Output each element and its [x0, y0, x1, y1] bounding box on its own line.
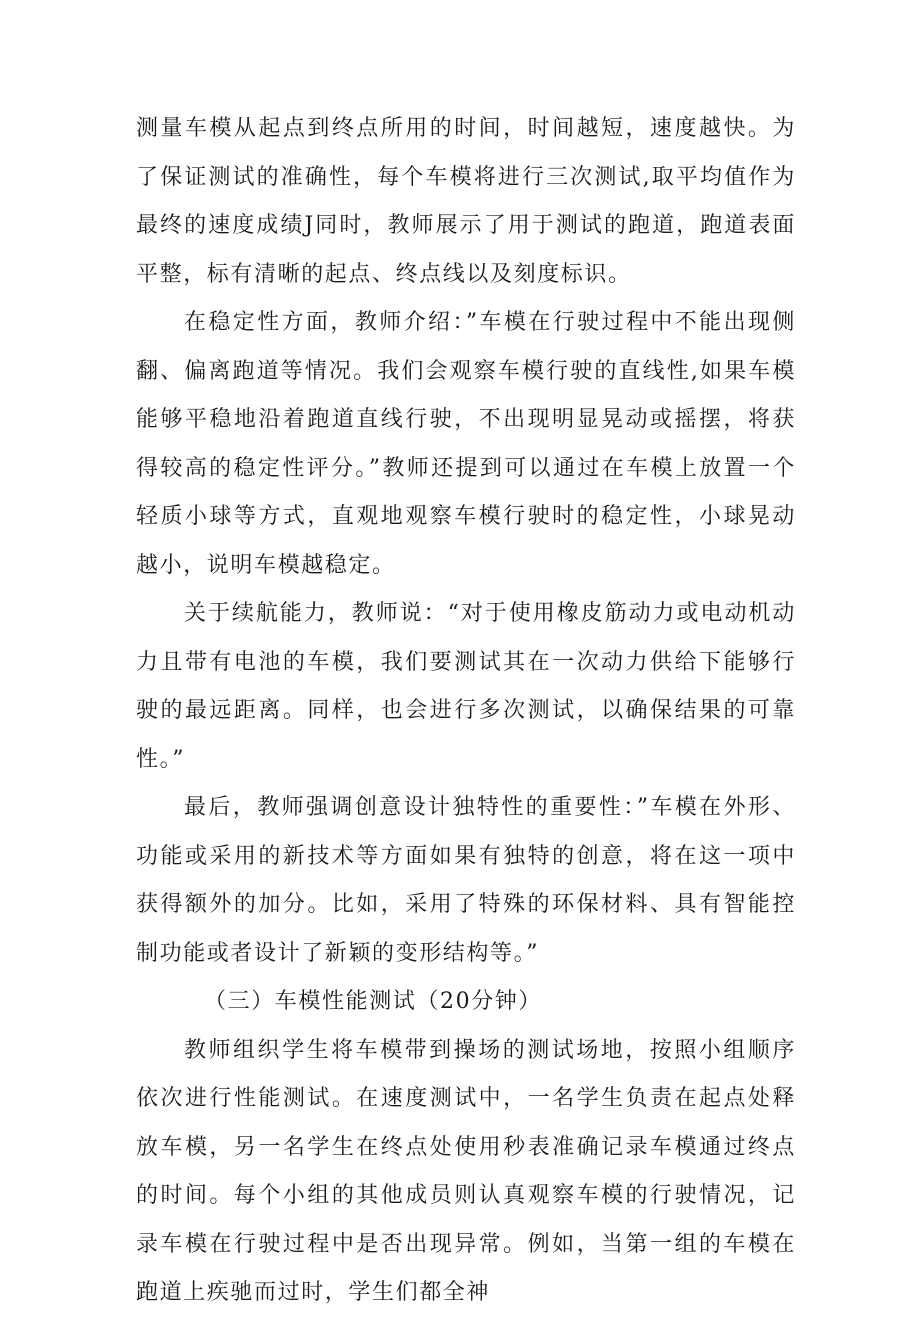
paragraph-endurance: 关于续航能力，教师说：“对于使用橡皮筋动力或电动机动力且带有电池的车模，我们要测试其在一次动力供给下能够行驶的最远距离。同样，也会进行多次测试，以确保结果的可靠性。”	[136, 601, 796, 772]
paragraph-speed-continued: 测量车模从起点到终点所用的时间，时间越短，速度越快。为了保证测试的准确性，每个车模将进行三次测试,取平均值作为最终的速度成绩J同时，教师展示了用于测试的跑道，跑道表面平整，标有清晰的起点、终点线以及刻度标识。	[136, 116, 796, 287]
paragraph-creativity: 最后，教师强调创意设计独特性的重要性：”车模在外形、功能或采用的新技术等方面如果有独特的创意，将在这一项中获得额外的加分。比如，采用了特殊的环保材料、具有智能控制功能或者设计了新颖的变形结构等。”	[136, 795, 796, 966]
paragraph-performance-test: 教师组织学生将车模带到操场的测试场地，按照小组顺序依次进行性能测试。在速度测试中，一名学生负责在起点处释放车模，另一名学生在终点处使用秒表准确记录车模通过终点的时间。每个小组的其他成员则认真观察车模的行驶情况，记录车模在行驶过程中是否出现异常。例如，当第一组的车模在跑道上疾驰而过时，学生们都全神	[136, 1037, 796, 1305]
document-body	[136, 105, 796, 1318]
paragraph-stability: 在稳定性方面，教师介绍：”车模在行驶过程中不能出现侧翻、偏离跑道等情况。我们会观察车模行驶的直线性,如果车模能够平稳地沿着跑道直线行驶，不出现明显晃动或摇摆，将获得较高的稳定性评分。”教师还提到可以通过在车模上放置一个轻质小球等方式，直观地观察车模行驶时的稳定性，小球晃动越小，说明车模越稳定。	[136, 310, 796, 578]
section-heading: （三）车模性能测试（20分钟）	[204, 989, 542, 1014]
